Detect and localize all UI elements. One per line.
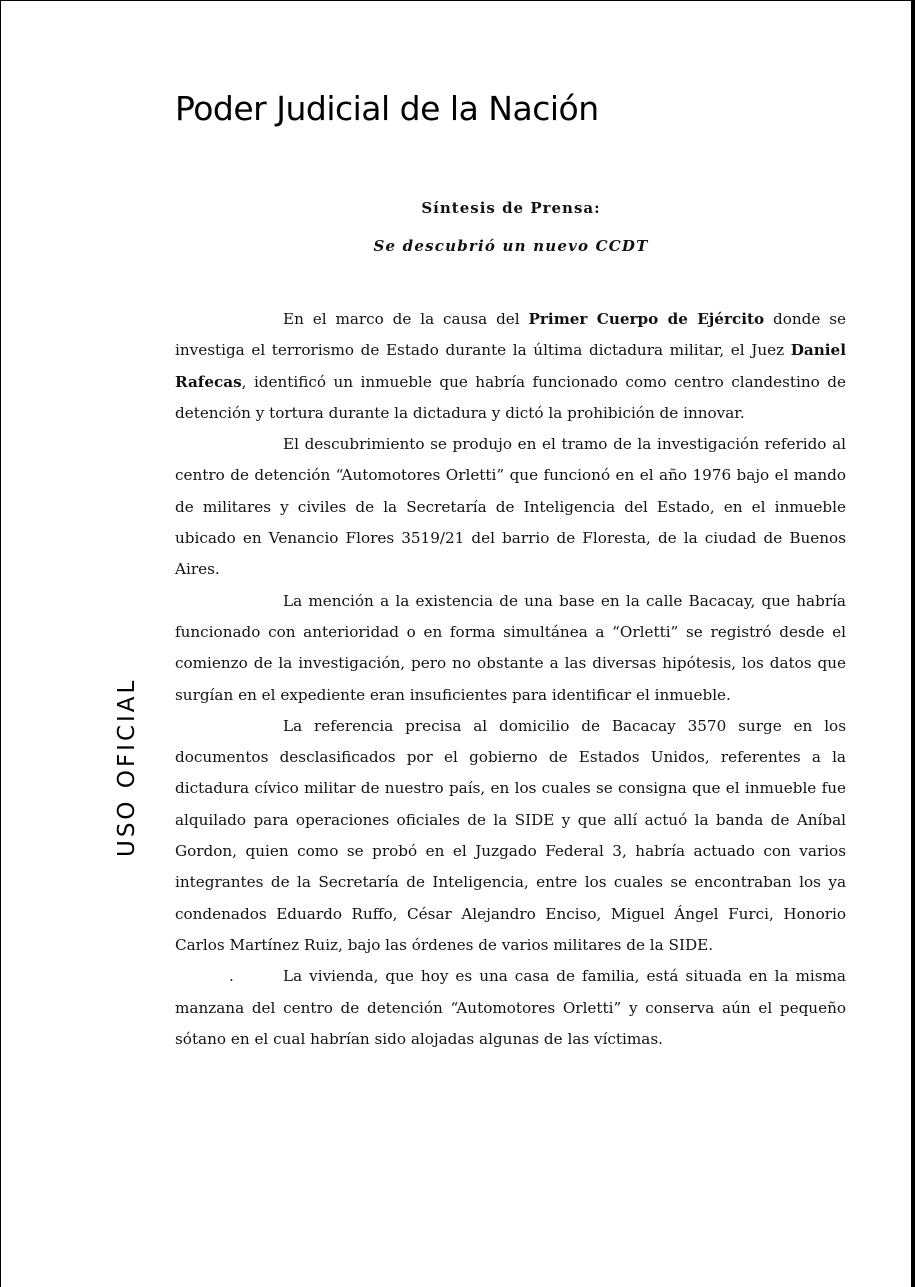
press-heading: Síntesis de Prensa: <box>421 199 601 217</box>
p1-bold-judge: Daniel Rafecas <box>175 341 846 391</box>
page-edge-shadow <box>911 0 915 1287</box>
p1-text-c: donde se investiga el terrorismo de Estado durante la última dictadura militar, el Juez <box>175 310 846 360</box>
p1-text-e: , identificó un inmueble que habría funcionado como centro clandestino de detención y tortura durante la dictadura y dictó la prohibición de innovar. <box>175 372 846 422</box>
p5-marker: . <box>229 967 234 986</box>
paragraph-3: La mención a la existencia de una base en la calle Bacacay, que habría funcionado con anterioridad o en forma simultánea a “Orletti” se registró desde el comienzo de la investigación, pero no obstante a las diversas hipótesis, los datos que surgían en el expediente eran insuficientes para identificar el inmueble. <box>175 591 846 704</box>
paragraph-5 <box>175 961 846 1055</box>
press-body <box>175 304 846 1055</box>
institution-header: Poder Judicial de la Nación <box>175 89 599 128</box>
p1-bold-case: Primer Cuerpo de Ejército <box>528 310 765 328</box>
paragraph-1 <box>175 304 846 429</box>
paragraph-2: El descubrimiento se produjo en el tramo de la investigación referido al centro de detención “Automotores Orletti” que funcionó en el año 1976 bajo el mando de militares y civiles de la Secretaría de Inteligencia del Estado, en el inmueble ubicado en Venancio Flores 3519/21 del barrio de Floresta, de la ciudad de Buenos Aires. <box>175 435 846 579</box>
p5-text: La vivienda, que hoy es una casa de familia, está situada en la misma manzana del centro de detención “Automotores Orletti” y conserva aún el pequeño sótano en el cual habrían sido alojadas algunas de las víctimas. <box>175 967 846 1048</box>
press-subheading: Se descubrió un nuevo CCDT <box>373 237 649 255</box>
p1-text-a: En el marco de la causa del <box>283 310 529 328</box>
uso-oficial-stamp: USO OFICIAL <box>114 677 140 857</box>
paragraph-4: La referencia precisa al domicilio de Bacacay 3570 surge en los documentos desclasificados por el gobierno de Estados Unidos, referentes a la dictadura cívico militar de nuestro país, en los cuales se consigna que el inmueble fue alquilado para operaciones oficiales de la SIDE y que allí actuó la banda de Aníbal Gordon, quien como se probó en el Juzgado Federal 3, habría actuado con varios integrantes de la Secretaría de Inteligencia, entre los cuales se encontraban los ya condenados Eduardo Ruffo, César Alejandro Enciso, Miguel Ángel Furci, Honorio Carlos Martínez Ruiz, bajo las órdenes de varios militares de la SIDE. <box>175 716 846 954</box>
